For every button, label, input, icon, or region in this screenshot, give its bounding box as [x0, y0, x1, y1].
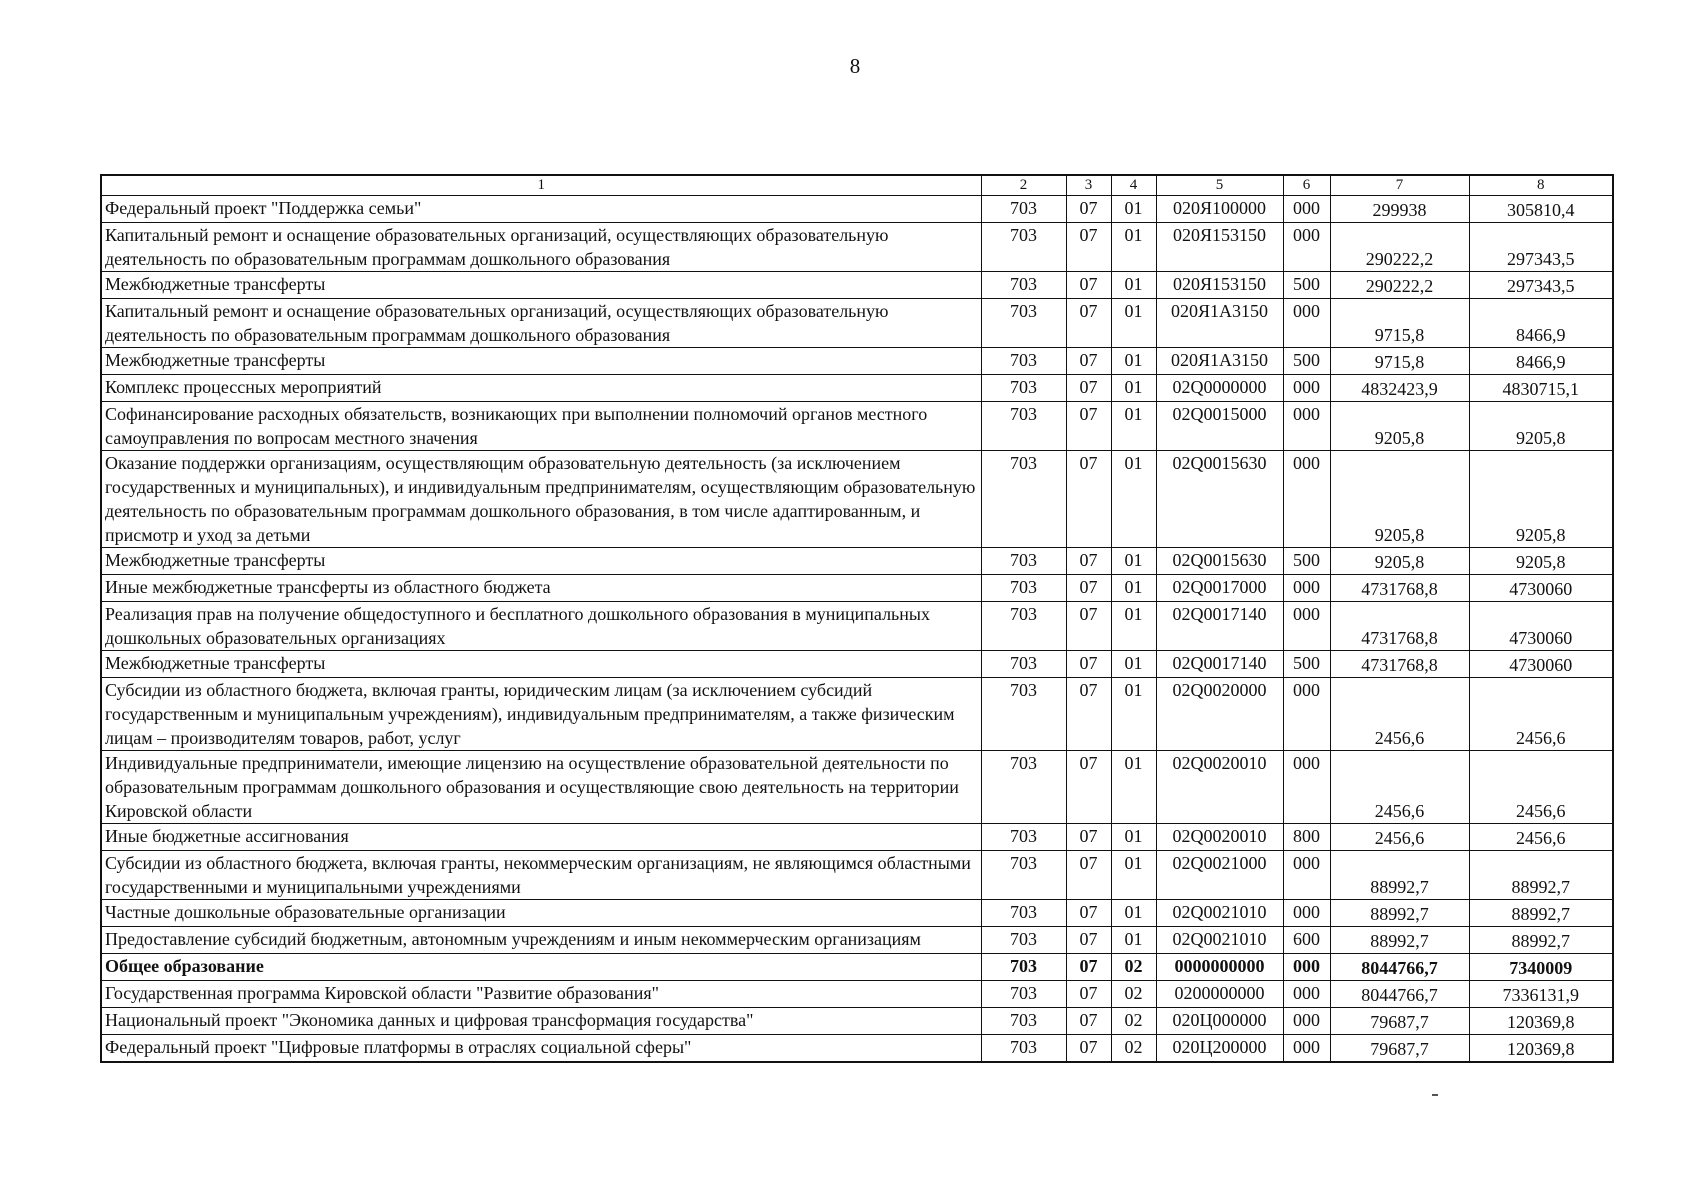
cell-name: Федеральный проект "Цифровые платформы в отраслях социальной сферы" — [101, 1035, 981, 1063]
cell-amount-year1: 9205,8 — [1330, 548, 1469, 575]
cell-ministry-code: 703 — [981, 196, 1066, 223]
cell-section: 07 — [1066, 651, 1111, 678]
cell-expense-type: 500 — [1283, 651, 1330, 678]
cell-section: 07 — [1066, 678, 1111, 751]
cell-amount-year1: 4731768,8 — [1330, 651, 1469, 678]
cell-amount-year1: 290222,2 — [1330, 223, 1469, 272]
cell-expense-type: 000 — [1283, 451, 1330, 548]
cell-name: Индивидуальные предприниматели, имеющие лицензию на осуществление образовательной деятельности по образовательным программам дошкольного образования и осуществляющие свою деятельность на территории Кировской области — [101, 751, 981, 824]
cell-expense-type: 000 — [1283, 851, 1330, 900]
cell-subsection: 01 — [1111, 402, 1156, 451]
cell-name: Софинансирование расходных обязательств, возникающих при выполнении полномочий органов местного самоуправления по вопросам местного значения — [101, 402, 981, 451]
cell-name: Межбюджетные трансферты — [101, 272, 981, 299]
cell-amount-year2: 297343,5 — [1469, 272, 1613, 299]
cell-section: 07 — [1066, 981, 1111, 1008]
cell-expense-type: 000 — [1283, 299, 1330, 348]
cell-name: Реализация прав на получение общедоступного и бесплатного дошкольного образования в муниципальных дошкольных образовательных организациях — [101, 602, 981, 651]
cell-amount-year1: 79687,7 — [1330, 1035, 1469, 1063]
cell-subsection: 02 — [1111, 981, 1156, 1008]
table-row — [101, 1035, 1613, 1063]
cell-subsection: 01 — [1111, 651, 1156, 678]
cell-ministry-code: 703 — [981, 927, 1066, 954]
table-row — [101, 954, 1613, 981]
table-row — [101, 678, 1613, 751]
cell-target-article: 02Q0021010 — [1156, 927, 1283, 954]
cell-subsection: 01 — [1111, 375, 1156, 402]
cell-target-article: 020Ц200000 — [1156, 1035, 1283, 1063]
cell-amount-year1: 290222,2 — [1330, 272, 1469, 299]
cell-target-article: 02Q0017000 — [1156, 575, 1283, 602]
cell-expense-type: 000 — [1283, 196, 1330, 223]
page-number: 8 — [849, 54, 861, 78]
cell-expense-type: 600 — [1283, 927, 1330, 954]
cell-ministry-code: 703 — [981, 575, 1066, 602]
cell-amount-year2: 8466,9 — [1469, 299, 1613, 348]
header-col-1: 1 — [101, 175, 981, 196]
cell-name: Государственная программа Кировской области "Развитие образования" — [101, 981, 981, 1008]
scan-mark — [1432, 1094, 1438, 1096]
cell-name: Межбюджетные трансферты — [101, 651, 981, 678]
cell-name: Оказание поддержки организациям, осуществляющим образовательную деятельность (за исключением государственных и муниципальных), и индивидуальным предпринимателям, осуществляющим образовательную деятельность по образовательным программам дошкольного образования, в том числе адаптированным, и присмотр и уход за детьми — [101, 451, 981, 548]
cell-ministry-code: 703 — [981, 402, 1066, 451]
table-row — [101, 451, 1613, 548]
cell-target-article: 02Q0017140 — [1156, 602, 1283, 651]
header-row — [101, 175, 1613, 196]
cell-subsection: 01 — [1111, 751, 1156, 824]
cell-amount-year1: 8044766,7 — [1330, 954, 1469, 981]
cell-section: 07 — [1066, 348, 1111, 375]
cell-name: Субсидии из областного бюджета, включая гранты, юридическим лицам (за исключением субсидий государственным и муниципальным учреждениям), индивидуальным предпринимателям, а также физическим лицам – производителям товаров, работ, услуг — [101, 678, 981, 751]
cell-section: 07 — [1066, 196, 1111, 223]
cell-amount-year1: 299938 — [1330, 196, 1469, 223]
budget-table — [100, 174, 1614, 1063]
cell-amount-year2: 2456,6 — [1469, 824, 1613, 851]
cell-ministry-code: 703 — [981, 451, 1066, 548]
cell-target-article: 020Я100000 — [1156, 196, 1283, 223]
cell-section: 07 — [1066, 751, 1111, 824]
table-row — [101, 348, 1613, 375]
cell-subsection: 02 — [1111, 1035, 1156, 1063]
cell-name: Частные дошкольные образовательные организации — [101, 900, 981, 927]
cell-ministry-code: 703 — [981, 824, 1066, 851]
cell-section: 07 — [1066, 375, 1111, 402]
cell-subsection: 01 — [1111, 824, 1156, 851]
cell-name: Межбюджетные трансферты — [101, 548, 981, 575]
cell-amount-year1: 9715,8 — [1330, 299, 1469, 348]
header-col-7: 7 — [1330, 175, 1469, 196]
cell-target-article: 02Q0015000 — [1156, 402, 1283, 451]
cell-subsection: 01 — [1111, 927, 1156, 954]
cell-section: 07 — [1066, 602, 1111, 651]
cell-amount-year2: 4730060 — [1469, 602, 1613, 651]
cell-amount-year2: 7336131,9 — [1469, 981, 1613, 1008]
header-col-5: 5 — [1156, 175, 1283, 196]
cell-expense-type: 800 — [1283, 824, 1330, 851]
cell-expense-type: 000 — [1283, 402, 1330, 451]
cell-target-article: 020Я153150 — [1156, 223, 1283, 272]
cell-ministry-code: 703 — [981, 272, 1066, 299]
cell-expense-type: 500 — [1283, 548, 1330, 575]
cell-target-article: 020Я1А3150 — [1156, 299, 1283, 348]
cell-amount-year2: 305810,4 — [1469, 196, 1613, 223]
budget-table-container — [100, 174, 1612, 1063]
cell-section: 07 — [1066, 272, 1111, 299]
table-row — [101, 927, 1613, 954]
cell-name: Межбюджетные трансферты — [101, 348, 981, 375]
cell-section: 07 — [1066, 402, 1111, 451]
table-row — [101, 851, 1613, 900]
cell-section: 07 — [1066, 451, 1111, 548]
cell-subsection: 01 — [1111, 272, 1156, 299]
cell-expense-type: 000 — [1283, 678, 1330, 751]
cell-target-article: 02Q0000000 — [1156, 375, 1283, 402]
cell-target-article: 02Q0021000 — [1156, 851, 1283, 900]
cell-ministry-code: 703 — [981, 851, 1066, 900]
table-body — [101, 196, 1613, 1063]
table-row — [101, 272, 1613, 299]
cell-expense-type: 500 — [1283, 272, 1330, 299]
header-col-8: 8 — [1469, 175, 1613, 196]
table-row — [101, 900, 1613, 927]
cell-ministry-code: 703 — [981, 602, 1066, 651]
cell-ministry-code: 703 — [981, 299, 1066, 348]
cell-expense-type: 000 — [1283, 751, 1330, 824]
cell-subsection: 01 — [1111, 196, 1156, 223]
cell-ministry-code: 703 — [981, 981, 1066, 1008]
cell-section: 07 — [1066, 548, 1111, 575]
cell-name: Иные межбюджетные трансферты из областного бюджета — [101, 575, 981, 602]
cell-amount-year1: 2456,6 — [1330, 824, 1469, 851]
header-col-4: 4 — [1111, 175, 1156, 196]
cell-ministry-code: 703 — [981, 900, 1066, 927]
cell-amount-year2: 88992,7 — [1469, 927, 1613, 954]
cell-ministry-code: 703 — [981, 375, 1066, 402]
cell-amount-year2: 9205,8 — [1469, 402, 1613, 451]
header-col-3: 3 — [1066, 175, 1111, 196]
table-row — [101, 548, 1613, 575]
cell-amount-year1: 4731768,8 — [1330, 575, 1469, 602]
cell-target-article: 02Q0021010 — [1156, 900, 1283, 927]
cell-name: Федеральный проект "Поддержка семьи" — [101, 196, 981, 223]
cell-amount-year1: 9205,8 — [1330, 402, 1469, 451]
cell-name: Иные бюджетные ассигнования — [101, 824, 981, 851]
table-row — [101, 751, 1613, 824]
cell-amount-year1: 88992,7 — [1330, 851, 1469, 900]
cell-subsection: 01 — [1111, 900, 1156, 927]
table-row — [101, 402, 1613, 451]
cell-subsection: 01 — [1111, 348, 1156, 375]
cell-target-article: 0000000000 — [1156, 954, 1283, 981]
cell-section: 07 — [1066, 954, 1111, 981]
table-row — [101, 824, 1613, 851]
cell-name: Капитальный ремонт и оснащение образовательных организаций, осуществляющих образовательную деятельность по образовательным программам дошкольного образования — [101, 223, 981, 272]
cell-section: 07 — [1066, 927, 1111, 954]
cell-subsection: 01 — [1111, 299, 1156, 348]
cell-subsection: 01 — [1111, 451, 1156, 548]
cell-expense-type: 000 — [1283, 575, 1330, 602]
cell-section: 07 — [1066, 1035, 1111, 1063]
table-row — [101, 299, 1613, 348]
cell-name: Общее образование — [101, 954, 981, 981]
cell-target-article: 020Я153150 — [1156, 272, 1283, 299]
cell-subsection: 02 — [1111, 1008, 1156, 1035]
cell-expense-type: 500 — [1283, 348, 1330, 375]
cell-expense-type: 000 — [1283, 900, 1330, 927]
cell-subsection: 01 — [1111, 851, 1156, 900]
cell-amount-year1: 8044766,7 — [1330, 981, 1469, 1008]
cell-expense-type: 000 — [1283, 1035, 1330, 1063]
cell-subsection: 02 — [1111, 954, 1156, 981]
cell-name: Комплекс процессных мероприятий — [101, 375, 981, 402]
cell-section: 07 — [1066, 824, 1111, 851]
cell-target-article: 02Q0015630 — [1156, 548, 1283, 575]
cell-amount-year1: 9715,8 — [1330, 348, 1469, 375]
header-col-2: 2 — [981, 175, 1066, 196]
cell-subsection: 01 — [1111, 223, 1156, 272]
cell-amount-year2: 297343,5 — [1469, 223, 1613, 272]
cell-amount-year2: 4730060 — [1469, 575, 1613, 602]
cell-ministry-code: 703 — [981, 1008, 1066, 1035]
cell-section: 07 — [1066, 575, 1111, 602]
cell-target-article: 02Q0020010 — [1156, 751, 1283, 824]
cell-amount-year1: 4731768,8 — [1330, 602, 1469, 651]
cell-amount-year2: 4730060 — [1469, 651, 1613, 678]
cell-subsection: 01 — [1111, 678, 1156, 751]
cell-expense-type: 000 — [1283, 223, 1330, 272]
cell-ministry-code: 703 — [981, 223, 1066, 272]
cell-section: 07 — [1066, 900, 1111, 927]
cell-name: Капитальный ремонт и оснащение образовательных организаций, осуществляющих образовательную деятельность по образовательным программам дошкольного образования — [101, 299, 981, 348]
cell-ministry-code: 703 — [981, 751, 1066, 824]
table-row — [101, 223, 1613, 272]
cell-expense-type: 000 — [1283, 1008, 1330, 1035]
cell-amount-year1: 79687,7 — [1330, 1008, 1469, 1035]
table-row — [101, 575, 1613, 602]
cell-ministry-code: 703 — [981, 1035, 1066, 1063]
cell-expense-type: 000 — [1283, 602, 1330, 651]
cell-ministry-code: 703 — [981, 348, 1066, 375]
cell-ministry-code: 703 — [981, 678, 1066, 751]
cell-name: Национальный проект "Экономика данных и цифровая трансформация государства" — [101, 1008, 981, 1035]
cell-amount-year2: 88992,7 — [1469, 900, 1613, 927]
cell-amount-year1: 2456,6 — [1330, 678, 1469, 751]
header-col-6: 6 — [1283, 175, 1330, 196]
cell-amount-year2: 7340009 — [1469, 954, 1613, 981]
cell-amount-year1: 88992,7 — [1330, 900, 1469, 927]
cell-amount-year2: 8466,9 — [1469, 348, 1613, 375]
cell-target-article: 02Q0020010 — [1156, 824, 1283, 851]
table-row — [101, 602, 1613, 651]
cell-amount-year1: 9205,8 — [1330, 451, 1469, 548]
cell-target-article: 020Ц000000 — [1156, 1008, 1283, 1035]
cell-amount-year2: 88992,7 — [1469, 851, 1613, 900]
table-row — [101, 375, 1613, 402]
cell-amount-year2: 120369,8 — [1469, 1035, 1613, 1063]
cell-ministry-code: 703 — [981, 548, 1066, 575]
cell-amount-year2: 2456,6 — [1469, 751, 1613, 824]
cell-amount-year1: 4832423,9 — [1330, 375, 1469, 402]
cell-expense-type: 000 — [1283, 954, 1330, 981]
cell-section: 07 — [1066, 851, 1111, 900]
table-row — [101, 196, 1613, 223]
cell-amount-year2: 9205,8 — [1469, 451, 1613, 548]
cell-section: 07 — [1066, 299, 1111, 348]
cell-amount-year2: 9205,8 — [1469, 548, 1613, 575]
cell-expense-type: 000 — [1283, 375, 1330, 402]
cell-amount-year2: 120369,8 — [1469, 1008, 1613, 1035]
cell-amount-year1: 2456,6 — [1330, 751, 1469, 824]
cell-ministry-code: 703 — [981, 954, 1066, 981]
cell-expense-type: 000 — [1283, 981, 1330, 1008]
cell-name: Предоставление субсидий бюджетным, автономным учреждениям и иным некоммерческим организациям — [101, 927, 981, 954]
cell-target-article: 02Q0017140 — [1156, 651, 1283, 678]
cell-target-article: 02Q0020000 — [1156, 678, 1283, 751]
cell-target-article: 020Я1А3150 — [1156, 348, 1283, 375]
cell-name: Субсидии из областного бюджета, включая гранты, некоммерческим организациям, не являющимся областными государственными и муниципальными учреждениями — [101, 851, 981, 900]
cell-amount-year2: 2456,6 — [1469, 678, 1613, 751]
cell-ministry-code: 703 — [981, 651, 1066, 678]
cell-target-article: 0200000000 — [1156, 981, 1283, 1008]
cell-target-article: 02Q0015630 — [1156, 451, 1283, 548]
cell-section: 07 — [1066, 223, 1111, 272]
cell-subsection: 01 — [1111, 575, 1156, 602]
cell-section: 07 — [1066, 1008, 1111, 1035]
cell-amount-year2: 4830715,1 — [1469, 375, 1613, 402]
table-row — [101, 651, 1613, 678]
cell-amount-year1: 88992,7 — [1330, 927, 1469, 954]
cell-subsection: 01 — [1111, 602, 1156, 651]
table-row — [101, 981, 1613, 1008]
table-row — [101, 1008, 1613, 1035]
cell-subsection: 01 — [1111, 548, 1156, 575]
